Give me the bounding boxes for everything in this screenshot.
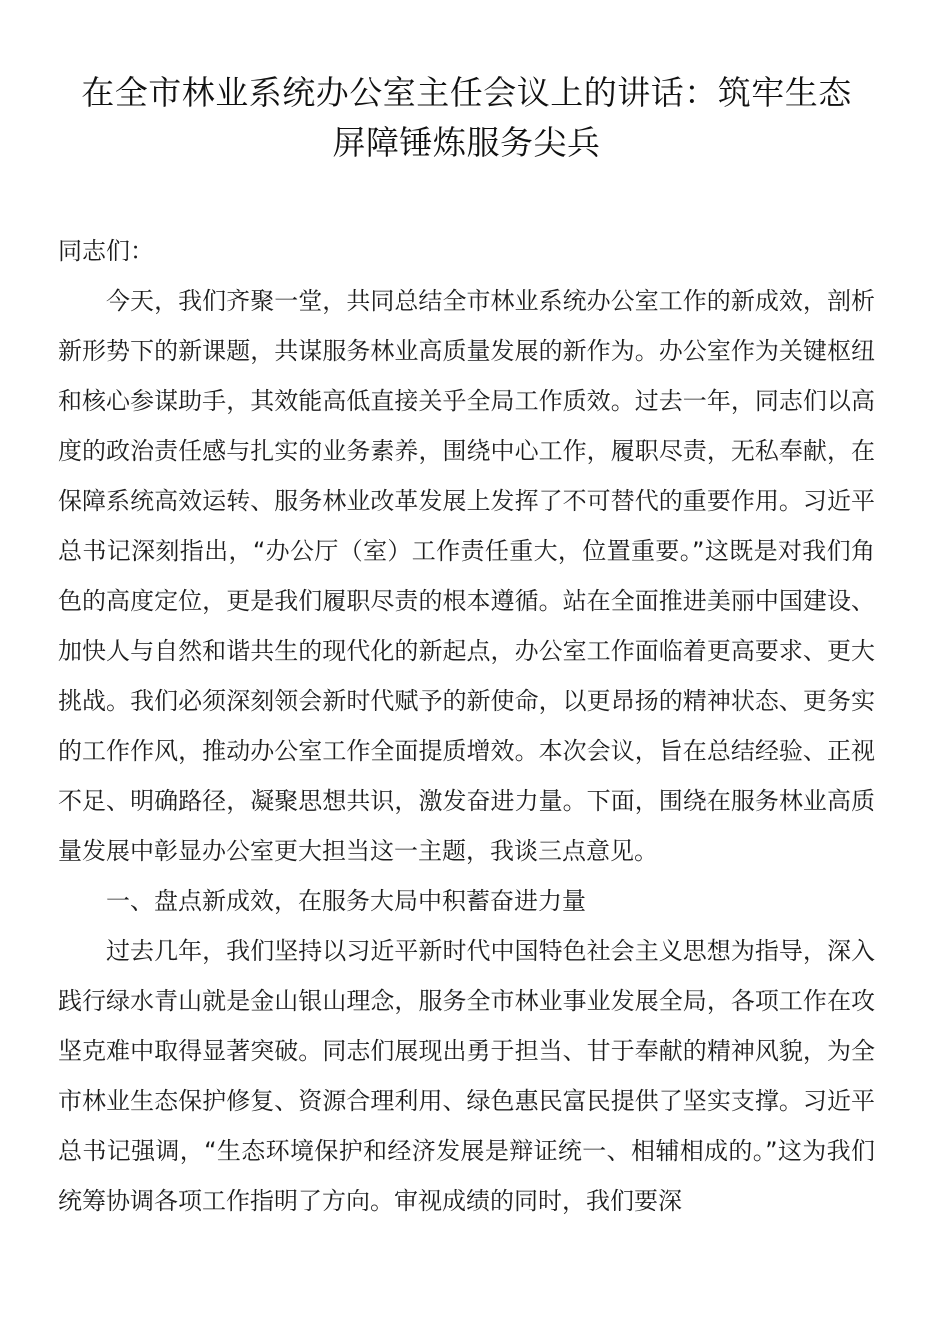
salutation: 同志们： (58, 237, 154, 265)
document-body (58, 226, 875, 1226)
title-line-2: 屏障锤炼服务尖兵 (332, 123, 601, 162)
section-1-paragraph: 过去几年，我们坚持以习近平新时代中国特色社会主义思想为指导，深入践行绿水青山就是金山银山理念，服务全市林业事业发展全局，各项工作在攻坚克难中取得显著突破。同志们展现出勇于担当、甘于奉献的精神风貌，为全市林业生态保护修复、资源合理利用、绿色惠民富民提供了坚实支撑。习近平总书记强调，“生态环境保护和经济发展是辩证统一、相辅相成的。”这为我们统筹协调各项工作指明了方向。审视成绩的同时，我们要深 (58, 937, 875, 1215)
opening-paragraph: 今天，我们齐聚一堂，共同总结全市林业系统办公室工作的新成效，剖析新形势下的新课题，共谋服务林业高质量发展的新作为。办公室作为关键枢纽和核心参谋助手，其效能高低直接关乎全局工作质效。过去一年，同志们以高度的政治责任感与扎实的业务素养，围绕中心工作，履职尽责，无私奉献，在保障系统高效运转、服务林业改革发展上发挥了不可替代的重要作用。习近平总书记深刻指出，“办公厅（室）工作责任重大，位置重要。”这既是对我们角色的高度定位，更是我们履职尽责的根本遵循。站在全面推进美丽中国建设、加快人与自然和谐共生的现代化的新起点，办公室工作面临着更高要求、更大挑战。我们必须深刻领会新时代赋予的新使命，以更昂扬的精神状态、更务实的工作作风，推动办公室工作全面提质增效。本次会议，旨在总结经验、正视不足、明确路径，凝聚思想共识，激发奋进力量。下面，围绕在服务林业高质量发展中彰显办公室更大担当这一主题，我谈三点意见。 (58, 287, 875, 865)
document-title (58, 68, 875, 168)
title-line-1: 在全市林业系统办公室主任会议上的讲话：筑牢生态 (81, 73, 852, 112)
section-1-heading: 一、盘点新成效，在服务大局中积蓄奋进力量 (106, 887, 586, 915)
